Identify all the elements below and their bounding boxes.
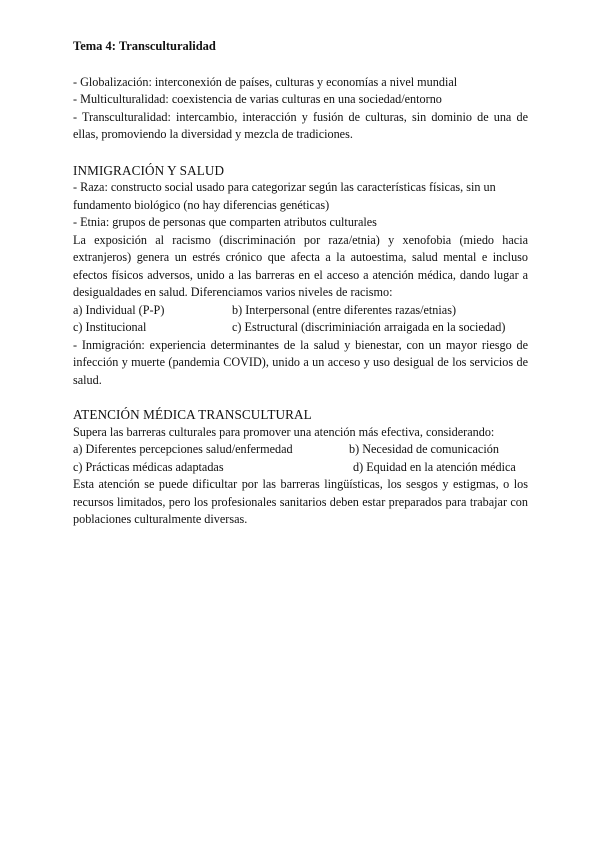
section-heading-inmigracion: INMIGRACIÓN Y SALUD <box>73 162 225 178</box>
atencion-paragraph: Esta atención se puede dificultar por las barreras lingüísticas, los sesgos y estigmas, o los recursos limitados, pero los profesionales sanitarios deben estar preparados para trabajar con poblaciones culturalmente diversas. <box>73 477 528 526</box>
definition-inmigracion: - Inmigración: experiencia determinantes de la salud y bienestar, con un mayor riesgo de infección y muerte (pandemia COVID), unido a un acceso y uso desigual de los servicios de salud. <box>73 337 528 387</box>
racism-level-individual: a) Individual (P-P) <box>73 302 165 317</box>
intro-globalizacion: - Globalización: interconexión de países, culturas y economías a nivel mundial <box>73 74 458 89</box>
section-heading-atencion: ATENCIÓN MÉDICA TRANSCULTURAL <box>73 407 312 422</box>
atencion-intro: Supera las barreras culturales para promover una atención más efectiva, considerando: <box>73 424 495 439</box>
racism-levels-row <box>73 319 528 337</box>
atencion-item-practicas: c) Prácticas médicas adaptadas <box>73 459 224 474</box>
page-title: Tema 4: Transculturalidad <box>73 39 216 53</box>
atencion-item-equidad: d) Equidad en la atención médica <box>353 459 516 474</box>
definition-etnia: - Etnia: grupos de personas que comparten atributos culturales <box>73 215 377 229</box>
racism-level-interpersonal: b) Interpersonal (entre diferentes razas/etnias) <box>232 302 456 317</box>
racism-level-estructural: c) Estructural (discriminiación arraigada en la sociedad) <box>232 320 506 334</box>
racism-level-institucional: c) Institucional <box>73 320 147 334</box>
atencion-item-comunicacion: b) Necesidad de comunicación <box>349 442 499 456</box>
document-body <box>73 38 528 529</box>
racism-paragraph: La exposición al racismo (discriminación por raza/etnia) y xenofobia (miedo hacia extranjeros) genera un estrés crónico que afecta a la autoestima, salud mental e incluso efectos físicos adversos, unido a las barreras en el acceso a atención médica, dando lugar a desigualdades en salud. Diferenciamos varios niveles de racismo: <box>73 232 528 299</box>
atencion-item-percepciones: a) Diferentes percepciones salud/enfermedad <box>73 442 293 456</box>
intro-multiculturalidad: - Multiculturalidad: coexistencia de varias culturas en una sociedad/entorno <box>73 92 442 106</box>
racism-levels-row <box>73 302 528 320</box>
intro-transculturalidad: - Transculturalidad: intercambio, interacción y fusión de culturas, sin dominio de una de ellas, promoviendo la diversidad y mezcla de tradiciones. <box>73 109 528 141</box>
definition-raza: - Raza: constructo social usado para categorizar según las características físicas, sin un fundamento biológico (no hay diferencias genéticas) <box>73 180 496 212</box>
atencion-items-row <box>73 441 528 459</box>
atencion-items-row <box>73 459 528 477</box>
